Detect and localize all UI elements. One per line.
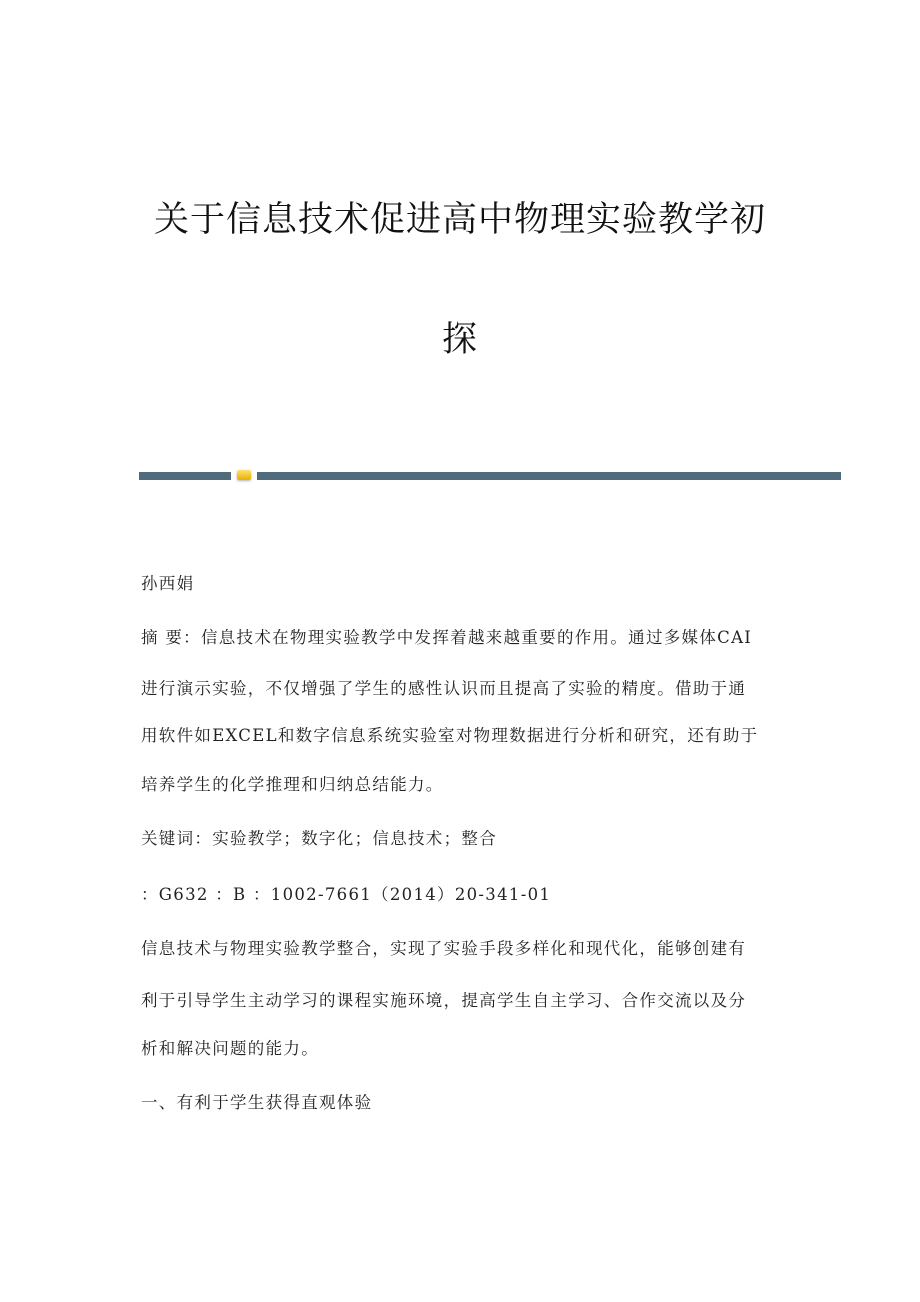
- document-title-line1: 关于信息技术促进高中物理实验教学初: [153, 200, 766, 240]
- abstract-line: 培养学生的化学推理和归纳总结能力。: [141, 775, 444, 794]
- abstract-line: 摘 要：信息技术在物理实验教学中发挥着越来越重要的作用。通过多媒体CAI: [141, 628, 753, 647]
- document-title-line2: 探: [441, 320, 478, 360]
- divider-right: [257, 472, 841, 480]
- intro-line: 信息技术与物理实验教学整合，实现了实验手段多样化和现代化，能够创建有: [141, 939, 747, 958]
- keywords: 关键词：实验教学；数字化；信息技术；整合: [141, 829, 497, 848]
- classification: ：G632 ：B ：1002-7661（2014）20-341-01: [141, 885, 552, 904]
- section-heading: 一、有利于学生获得直观体验: [141, 1093, 373, 1112]
- divider-badge-icon: [237, 470, 251, 480]
- intro-line: 析和解决问题的能力。: [141, 1039, 319, 1058]
- divider-left: [139, 472, 231, 480]
- abstract-line: 用软件如EXCEL和数字信息系统实验室对物理数据进行分析和研究，还有助于: [141, 726, 759, 745]
- abstract-line: 进行演示实验，不仅增强了学生的感性认识而且提高了实验的精度。借助于通: [141, 679, 747, 698]
- author: 孙西娟: [141, 574, 195, 593]
- intro-line: 利于引导学生主动学习的课程实施环境，提高学生自主学习、合作交流以及分: [141, 991, 747, 1010]
